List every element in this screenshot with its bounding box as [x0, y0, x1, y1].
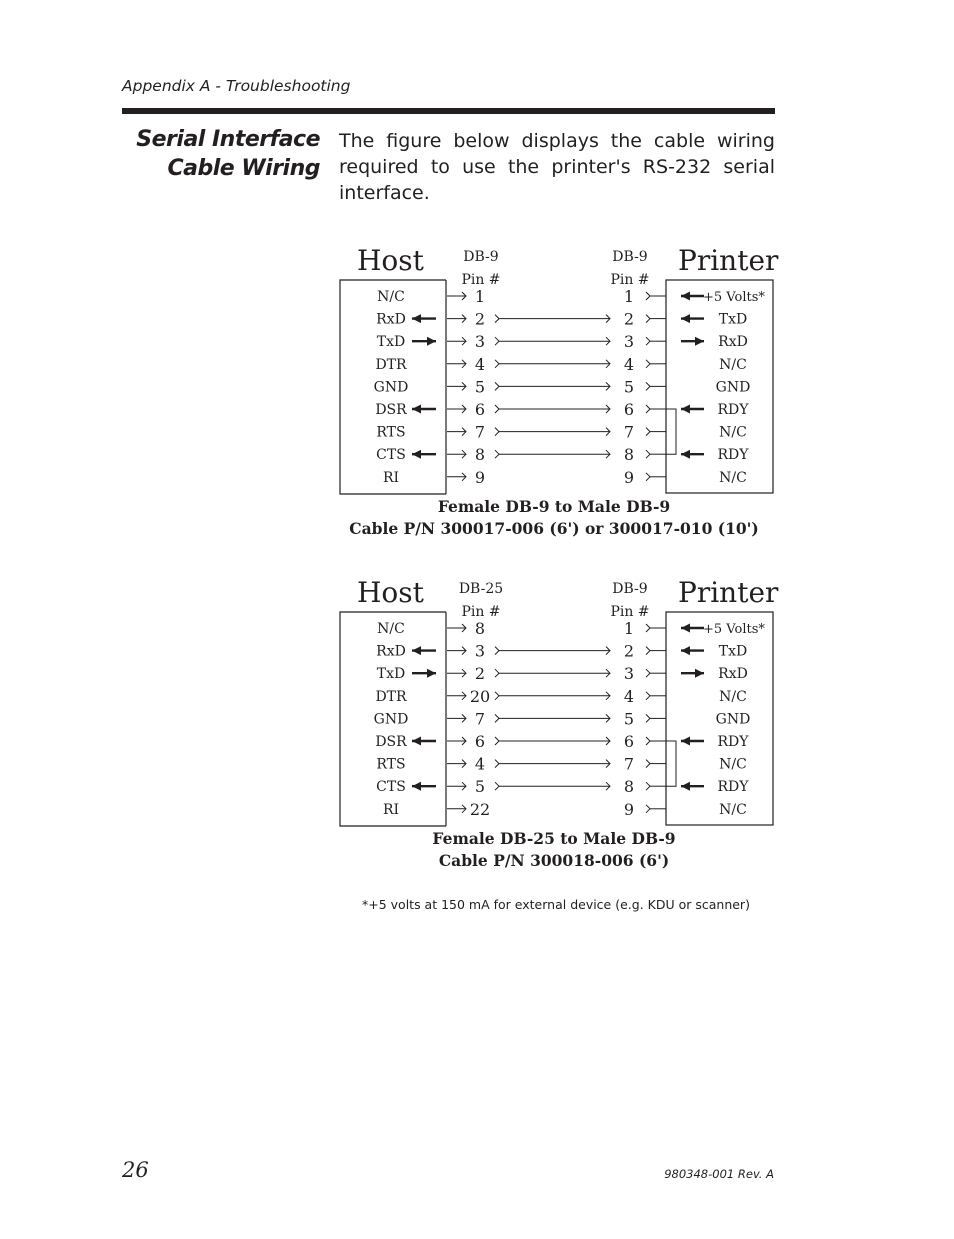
diagram2-printer-pin: 9	[623, 799, 635, 819]
diagram2-printer-signal: RDY	[717, 734, 749, 750]
diagram1-host-connector: DB-9	[463, 249, 499, 265]
diagram1-wire-tail	[495, 315, 499, 323]
diagram2-printer-arrow-head	[681, 646, 690, 655]
diagram2-wire-tail	[495, 669, 499, 677]
diagram1-printer-signal: RDY	[717, 402, 749, 418]
diagram2-printer-pin-chevron	[646, 760, 650, 768]
diagram1-host-signal: RxD	[376, 311, 406, 328]
footnote: *+5 volts at 150 mA for external device (e.g. KDU or scanner)	[362, 897, 750, 912]
diagram2-host-signal: RxD	[376, 643, 406, 660]
diagram1-printer-signal: TxD	[718, 311, 748, 328]
diagram2-host-pin: 2	[474, 664, 486, 684]
diagram1-printer-pin-chevron	[646, 337, 650, 345]
diagram1-host-pin: 5	[474, 377, 486, 397]
diagram1-host-pin: 7	[474, 422, 486, 442]
diagram2-caption-line2: Cable P/N 300018-006 (6')	[438, 851, 670, 870]
diagram1-printer-arrow-head	[681, 405, 690, 414]
diagram1-host-arrow-head	[427, 337, 436, 346]
diagram1-printer-pin-header: Pin #	[610, 272, 650, 288]
diagram2-printer-signal: GND	[715, 711, 751, 728]
diagram2-host-title: Host	[357, 576, 424, 609]
diagram1-wire-tail	[495, 428, 499, 436]
diagram2-host-connector: DB-25	[458, 581, 504, 597]
diagram2-printer-pin: 8	[623, 777, 635, 797]
diagram2-printer-pin: 7	[623, 754, 635, 774]
diagram1-printer-arrow-head	[695, 337, 704, 346]
diagram1-printer-signal: GND	[715, 379, 751, 396]
diagram1-loopback-bracket	[666, 409, 676, 454]
diagram2-host-signal: N/C	[377, 621, 405, 637]
diagram1-printer-pin-chevron	[646, 473, 650, 481]
diagram2-host-pin: 8	[474, 619, 486, 638]
diagram2-host-pin: 6	[474, 732, 486, 751]
diagram2-host-arrow-head	[412, 782, 421, 791]
diagram2-printer-arrow-head	[681, 624, 690, 633]
diagram2-host-arrow-head	[427, 669, 436, 678]
diagram1-host-signal: CTS	[376, 447, 406, 464]
diagram1-host-pin: 4	[474, 354, 486, 374]
diagram1-printer-pin: 7	[623, 422, 635, 442]
diagram1-printer-pin-chevron	[646, 428, 650, 436]
diagram2-host-signal: DSR	[375, 734, 407, 750]
diagram1-printer-arrow-head	[681, 292, 690, 301]
diagram2-printer-arrow-head	[695, 669, 704, 678]
diagram1-printer-signal: RDY	[717, 447, 749, 464]
diagram1-host-pin: 1	[474, 287, 486, 306]
diagram1-host-signal: GND	[373, 379, 409, 396]
diagram2-printer-signal: N/C	[719, 688, 747, 705]
diagram1-printer-title: Printer	[678, 244, 779, 277]
diagram2-printer-arrow-head	[681, 782, 690, 791]
diagram1-wire-tail	[495, 360, 499, 368]
diagram2-printer-signal: N/C	[719, 756, 747, 773]
diagram2-printer-pin-chevron	[646, 647, 650, 655]
diagram1-host-arrow-head	[412, 314, 421, 323]
diagram2-host-pin: 4	[474, 754, 486, 774]
diagram1-host-pin-header: Pin #	[461, 272, 501, 288]
diagram1-wire-tail	[495, 337, 499, 345]
diagram1-host-signal: TxD	[376, 334, 406, 351]
diagram2-host-signal: RTS	[376, 756, 406, 773]
diagram2-printer-signal: TxD	[718, 643, 748, 660]
diagram2-host-arrow-head	[412, 737, 421, 746]
diagram1-host-pin: 6	[474, 400, 486, 419]
diagram2-host-pin: 22	[469, 799, 491, 819]
diagram2-printer-connector: DB-9	[612, 581, 648, 597]
diagram1-printer-arrow-head	[681, 314, 690, 323]
diagram1-printer-signal: +5 Volts*	[703, 290, 765, 305]
diagram1-host-pin: 8	[474, 445, 486, 465]
section-title-line2: Cable Wiring	[167, 156, 320, 181]
diagram1-printer-pin: 3	[623, 332, 635, 352]
diagram1-printer-pin: 9	[623, 467, 635, 487]
diagram1-printer-pin-chevron	[646, 382, 650, 390]
diagram1-host-signal: DSR	[375, 402, 407, 418]
diagram2-host-pin-header: Pin #	[461, 604, 501, 620]
diagram1-host-arrow-head	[412, 450, 421, 459]
diagram2-wire-tail	[495, 737, 499, 745]
diagram1-host-signal: N/C	[377, 289, 405, 305]
diagram2-host-signal: RI	[382, 801, 400, 818]
diagram1-host-pin: 3	[474, 332, 486, 352]
diagram1-host-signal: RTS	[376, 424, 406, 441]
diagram2-host-signal: GND	[373, 711, 409, 728]
diagram2-printer-pin: 5	[623, 709, 635, 729]
diagram1-host-signal: RI	[382, 469, 400, 486]
diagram1-host-pin: 9	[474, 467, 486, 487]
diagram1-printer-signal: N/C	[719, 356, 747, 373]
page-number: 26	[122, 1158, 149, 1182]
diagram2-wire-tail	[495, 782, 499, 790]
diagram2-host-pin: 5	[474, 777, 486, 797]
diagram1-printer-pin: 5	[623, 377, 635, 397]
diagram2-printer-arrow-head	[681, 737, 690, 746]
diagram1-printer-pin: 4	[623, 354, 635, 374]
diagram1-printer-pin-chevron	[646, 315, 650, 323]
diagram1-printer-connector: DB-9	[612, 249, 648, 265]
diagram2-printer-pin-chevron	[646, 692, 650, 700]
diagram2-wire-tail	[495, 714, 499, 722]
diagram2-wire-tail	[495, 760, 499, 768]
diagram1-printer-pin: 2	[623, 309, 635, 329]
diagram2-printer-pin: 6	[623, 732, 635, 751]
diagram2-printer-pin: 2	[623, 641, 635, 661]
diagram1-caption-line2: Cable P/N 300017-006 (6') or 300017-010 (10')	[349, 519, 759, 538]
diagram1-printer-arrow-head	[681, 450, 690, 459]
diagram1-printer-pin-chevron	[646, 360, 650, 368]
diagram1-host-signal: DTR	[375, 356, 407, 373]
diagram1-wire-tail	[495, 382, 499, 390]
diagram1-printer-signal: N/C	[719, 424, 747, 441]
diagram2-caption-line1: Female DB-25 to Male DB-9	[432, 829, 676, 848]
diagram2-printer-pin-chevron	[646, 737, 650, 745]
diagram2-wire-tail	[495, 647, 499, 655]
diagram1-host-arrow-head	[412, 405, 421, 414]
diagram1-printer-signal: RxD	[718, 334, 748, 351]
diagram2-printer-pin-chevron	[646, 805, 650, 813]
diagram1-printer-pin: 1	[623, 287, 635, 306]
diagram1-wire-tail	[495, 405, 499, 413]
diagram2-printer-signal: RxD	[718, 666, 748, 683]
diagram2-host-pin: 20	[469, 686, 491, 706]
diagram1-printer-signal: N/C	[719, 469, 747, 486]
diagram2-printer-signal: +5 Volts*	[703, 622, 765, 637]
diagram1-printer-pin: 6	[623, 400, 635, 419]
diagram1-wire-tail	[495, 450, 499, 458]
intro-paragraph: The figure below displays the cable wiring required to use the printer's RS-232 serial interface.	[339, 130, 775, 204]
diagram1-printer-pin: 8	[623, 445, 635, 465]
diagram2-host-pin: 3	[474, 641, 486, 661]
diagram2-printer-title: Printer	[678, 576, 779, 609]
diagram1-host-pin: 2	[474, 309, 486, 329]
diagram2-printer-pin: 4	[623, 686, 635, 706]
diagram1-printer-pin-chevron	[646, 450, 650, 458]
diagram2-wire-tail	[495, 692, 499, 700]
diagram1-caption-line1: Female DB-9 to Male DB-9	[437, 497, 671, 516]
diagram2-printer-signal: RDY	[717, 779, 749, 796]
diagram2-host-signal: TxD	[376, 666, 406, 683]
doc-revision: 980348-001 Rev. A	[664, 1167, 774, 1181]
diagram2-printer-pin-chevron	[646, 714, 650, 722]
diagram2-loopback-bracket	[666, 741, 676, 786]
diagram2-host-arrow-head	[412, 646, 421, 655]
section-title-line1: Serial Interface	[136, 127, 320, 152]
diagram2-host-signal: DTR	[375, 688, 407, 705]
diagram2-printer-pin-chevron	[646, 782, 650, 790]
diagram2-printer-pin-chevron	[646, 669, 650, 677]
running-header: Appendix A - Troubleshooting	[122, 77, 351, 95]
diagram2-printer-pin: 3	[623, 664, 635, 684]
diagram2-printer-pin: 1	[623, 619, 635, 638]
diagram2-host-pin: 7	[474, 709, 486, 729]
diagram2-printer-pin-header: Pin #	[610, 604, 650, 620]
diagram2-printer-signal: N/C	[719, 801, 747, 818]
diagram2-host-signal: CTS	[376, 779, 406, 796]
diagram1-host-title: Host	[357, 244, 424, 277]
diagram1-printer-pin-chevron	[646, 405, 650, 413]
diagram1-printer-pin-chevron	[646, 292, 650, 300]
diagram2-printer-pin-chevron	[646, 624, 650, 632]
